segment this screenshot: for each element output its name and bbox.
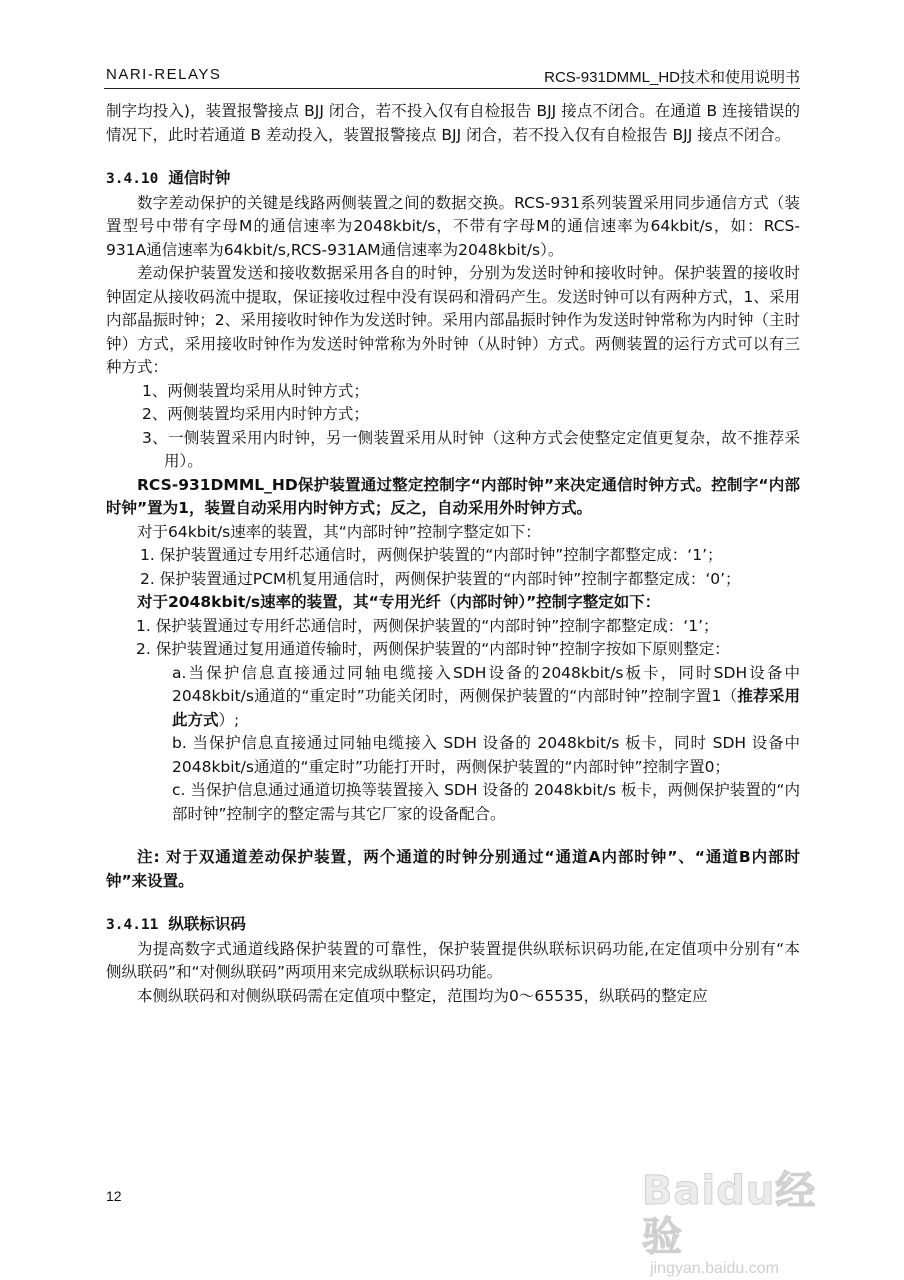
note-paragraph: 注: 对于双通道差动保护装置，两个通道的时钟分别通过“通道A内部时钟”、“通道B内部时钟”来设置。 [106, 848, 800, 890]
list-item: 3、一侧装置采用内时钟，另一侧装置采用从时钟（这种方式会使整定定值更复杂，故不推荐采用）。 [142, 428, 800, 470]
header-manual-title: RCS-931DMML_HD技术和使用说明书 [544, 69, 800, 86]
sub-list-item: c. 当保护信息通过通道切换等装置接入 SDH 设备的 2048kbit/s 板卡，两侧保护装置的“内部时钟”控制字的整定需与其它厂家的设备配合。 [172, 781, 800, 823]
paragraph: 为提高数字式通道线路保护装置的可靠性，保护装置提供纵联标识码功能,在定值项中分别有“本侧纵联码”和“对侧纵联码”两项用来完成纵联标识码功能。 [106, 939, 800, 981]
paragraph: 数字差动保护的关键是线路两侧装置之间的数据交换。RCS-931系列装置采用同步通信方式（装置型号中带有字母M的通信速率为2048kbit/s，不带有字母M的通信速率为64kbit/s，如：RCS-931A通信速率为64kbit/s,RCS-931AM通信速率为2048kbit/s）。 [106, 193, 800, 259]
section-heading-3-4-11 [106, 913, 800, 938]
list-item: 1、两侧装置均采用从时钟方式； [142, 381, 369, 400]
sub-item-tail: ）; [218, 710, 240, 729]
sub-list-item: b. 当保护信息直接通过同轴电缆接入 SDH 设备的 2048kbit/s 板卡，同时 SDH 设备中2048kbit/s通道的“重定时”功能打开时，两侧保护装置的“内部时钟”控制字置0； [172, 734, 800, 776]
watermark-logo: Baidu经验 [642, 1168, 817, 1260]
sub-list-item [106, 662, 800, 733]
sub-item-text: a.当保护信息直接通过同轴电缆接入SDH设备的2048kbit/s板卡，同时SDH设备中2048kbit/s通道的“重定时”功能关闭时，两侧保护装置的“内部时钟”控制字置1（ [172, 663, 800, 705]
sub-item-emphasis: 推荐采用此方式 [172, 687, 800, 729]
section-heading-3-4-10 [106, 167, 800, 192]
paragraph-bold: 对于2048kbit/s速率的装置，其“专用光纤（内部时钟）”控制字整定如下： [137, 593, 661, 611]
paragraph: 制字均投入)，装置报警接点 BJJ 闭合，若不投入仅有自检报告 BJJ 接点不闭合。在通道 B 连接错误的情况下，此时若通道 B 差动投入，装置报警接点 BJJ 闭合，若不投入仅有自检报告 BJJ 接点不闭合。 [106, 102, 800, 144]
watermark-url: jingyan.baidu.com [650, 1260, 779, 1277]
list-item: 2、两侧装置均采用内时钟方式； [142, 405, 369, 423]
page-number: 12 [106, 1188, 122, 1204]
spacer [106, 826, 800, 846]
list-item: 2. 保护装置通过复用通道传输时，两侧保护装置的“内部时钟”控制字按如下原则整定： [136, 640, 730, 658]
list-item: 1. 保护装置通过专用纤芯通信时，两侧保护装置的“内部时钟”控制字都整定成：‘1’； [136, 616, 719, 635]
watermark [642, 1168, 852, 1277]
section-title: 通信时钟 [168, 169, 231, 187]
section-number: 3.4.11 [106, 917, 159, 933]
list-item: 2. 保护装置通过PCM机复用通信时，两侧保护装置的“内部时钟”控制字都整定成：‘0’； [140, 569, 741, 588]
header-rule [104, 88, 800, 89]
paragraph: 本侧纵联码和对侧纵联码需在定值项中整定，范围均为0～65535，纵联码的整定应 [137, 986, 708, 1005]
paragraph: 对于64kbit/s速率的装置，其“内部时钟”控制字整定如下： [137, 522, 541, 541]
section-number: 3.4.10 [106, 171, 159, 187]
list-item: 1. 保护装置通过专用纤芯通信时，两侧保护装置的“内部时钟”控制字都整定成：‘1’； [140, 546, 723, 564]
header-company: NARI-RELAYS [106, 66, 222, 83]
paragraph: 差动保护装置发送和接收数据采用各自的时钟，分别为发送时钟和接收时钟。保护装置的接收时钟固定从接收码流中提取，保证接收过程中没有误码和滑码产生。发送时钟可以有两种方式，1、采用内部晶振时钟；2、采用接收时钟作为发送时钟。采用内部晶振时钟作为发送时钟常称为内时钟（主时钟）方式，采用接收时钟作为发送时钟常称为外时钟（从时钟）方式。两侧装置的运行方式可以有三种方式： [106, 264, 800, 376]
body-text [106, 100, 800, 1008]
section-title: 纵联标识码 [168, 915, 246, 933]
paragraph-bold: RCS-931DMML_HD保护装置通过整定控制字“内部时钟”来决定通信时钟方式。控制字“内部时钟”置为1，装置自动采用内时钟方式；反之，自动采用外时钟方式。 [106, 475, 800, 517]
